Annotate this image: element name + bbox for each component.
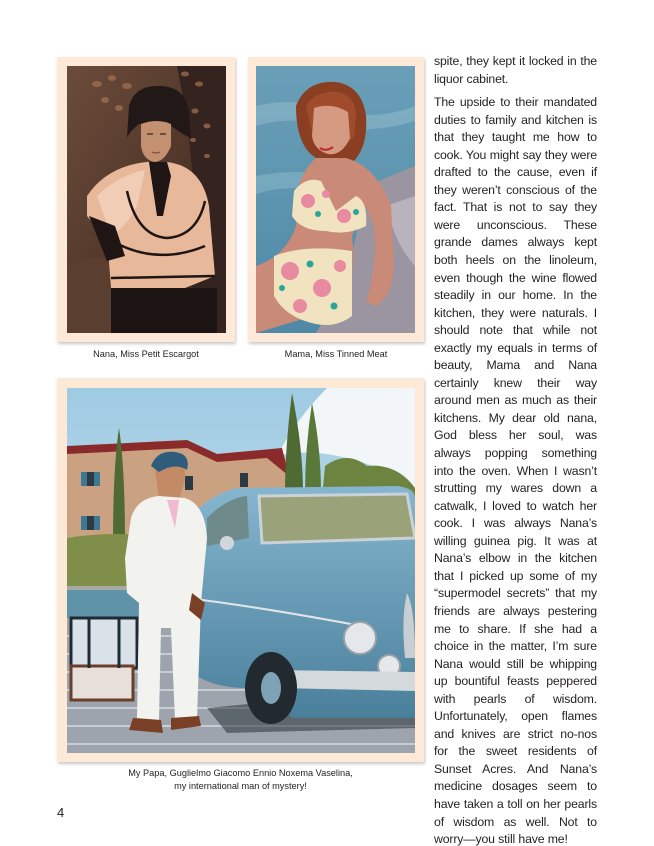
caption-mama bbox=[248, 348, 424, 361]
mama-portrait-illustration bbox=[256, 66, 415, 333]
caption-line: Nana, Miss Petit Escargot bbox=[93, 349, 199, 359]
photo-frame-papa bbox=[57, 378, 424, 762]
caption-nana bbox=[57, 348, 235, 361]
paragraph: The upside to their mandated duties to family and kitchen is that they taught me how to cook. You might say they were drafted to the cause, even if they weren’t conscious of the fact. That is not to say they were unconscious. These grande dames always kept both heels on the linoleum, even though the wine flowed steadily in our home. In the kitchen, they were naturals. I should note that while not exactly my equals in terms of beauty, Mama and Nana certainly knew their way around men as much as their kitchens. My dear old nana, God bless her soul, was always popping something into the oven. When I wasn’t strutting my wares down a catwalk, I loved to watch her cook. I was always Nana’s willing guinea pig. It was at Nana’s elbow in the kitchen that I picked up some of my “supermodel secrets” that my friends are always pestering me to share. If she had a choice in the matter, I’m sure Nana would still be whipping up bountiful feasts peppered with pearls of wisdom. Unfortunately, open flames and knives are strict no-nos for the sweet residents of Sunset Acres. And Nana’s medicine dosages seem to have taken a toll on her pearls of wisdom as well. Not to worry—you still have me! bbox=[434, 95, 597, 846]
photo-frame-nana bbox=[57, 57, 235, 342]
page-number: 4 bbox=[57, 805, 65, 820]
papa-car-illustration bbox=[67, 388, 415, 753]
caption-line: My Papa, Guglielmo Giacomo Ennio Noxema Vaselina, bbox=[128, 768, 353, 778]
body-text-column bbox=[434, 53, 597, 846]
caption-line: Mama, Miss Tinned Meat bbox=[284, 349, 388, 359]
nana-portrait-illustration bbox=[67, 66, 226, 333]
paragraph: spite, they kept it locked in the liquor cabinet. bbox=[434, 54, 597, 86]
caption-line: my international man of mystery! bbox=[174, 780, 307, 791]
caption-papa bbox=[57, 767, 424, 792]
photo-frame-mama bbox=[248, 57, 424, 342]
